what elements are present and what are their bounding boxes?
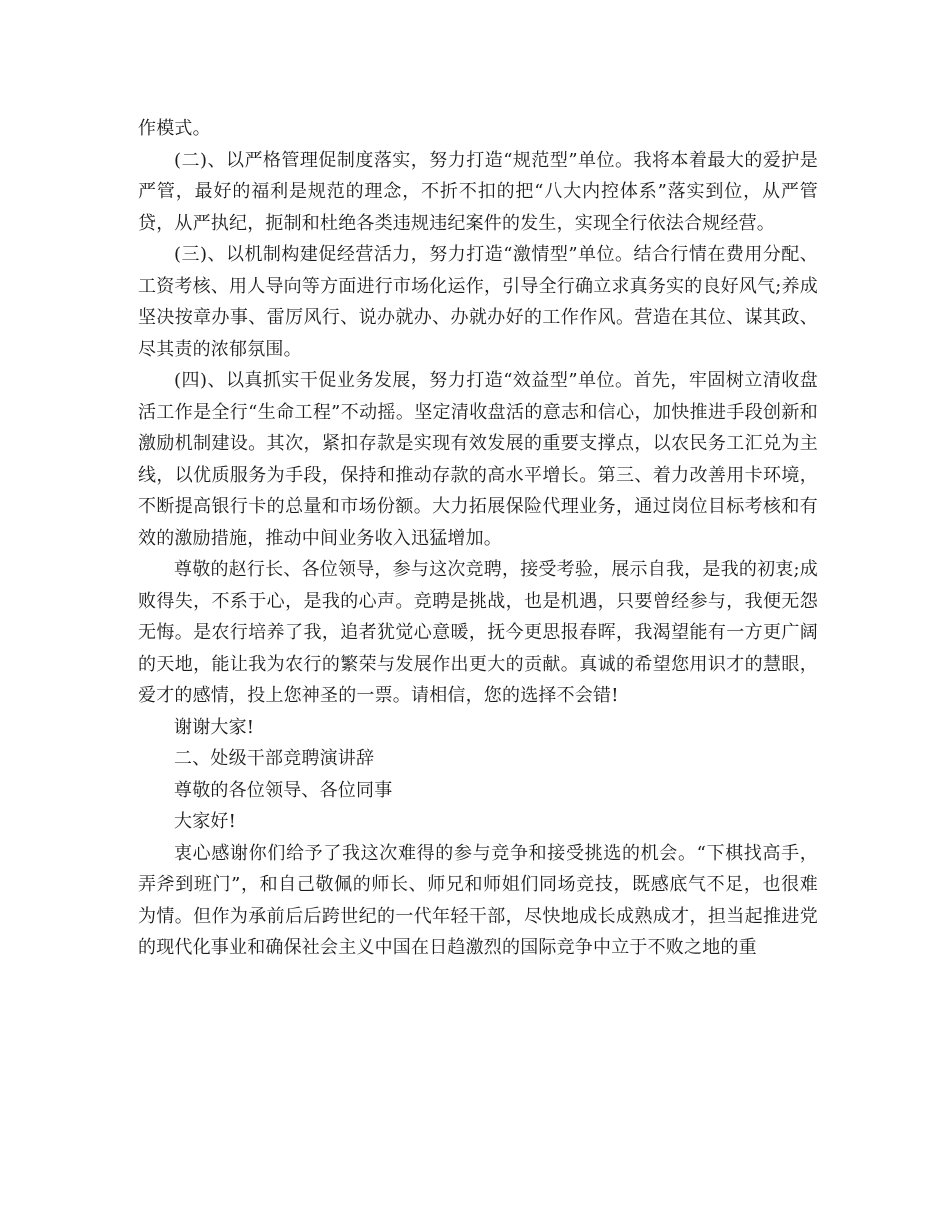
paragraph-thanks: 谢谢大家! [174,716,255,738]
paragraph-speech-intro: 衷心感谢你们给予了我这次难得的参与竞争和接受挑选的机会。“下棋找高手，弄斧到班门”，和自己敬佩的师长、师兄和师姐们同场竞技，既感底气不足，也很难为情。但作为承前后后跨世纪的一代年轻干部，尽快地成长成熟成才，担当起推进党的现代化事业和确保社会主义中国在日趋激烈的国际竞争中立于不败之地的重 [138,842,818,958]
paragraph-section-3: (三)、以机制构建促经营活力，努力打造“激情型”单位。结合行情在费用分配、工资考核、用人导向等方面进行市场化运作，引导全行确立求真务实的良好风气;养成坚决按章办事、雷厉风行、说办就办、办就办好的工作作风。营造在其位、谋其政、尽其责的浓郁氛围。 [138,244,818,360]
paragraph-section-4: (四)、以真抓实干促业务发展，努力打造“效益型”单位。首先，牢固树立清收盘活工作是全行“生命工程”不动摇。坚定清收盘活的意志和信心，加快推进手段创新和激励机制建设。其次，紧扣存款是实现有效发展的重要支撑点，以农民务工汇兑为主线，以优质服务为手段，保持和推动存款的高水平增长。第三、着力改善用卡环境，不断提高银行卡的总量和市场份额。大力拓展保险代理业务，通过岗位目标考核和有效的激励措施，推动中间业务收入迅猛增加。 [138,370,818,549]
paragraph-closing-appeal: 尊敬的赵行长、各位领导，参与这次竞聘，接受考验，展示自我，是我的初衷;成败得失，不系于心，是我的心声。竞聘是挑战，也是机遇，只要曾经参与，我便无怨无悔。是农行培养了我，追者犹觉心意暖，抚今更思报春晖，我渴望能有一方更广阔的天地，能让我为农行的繁荣与发展作出更大的贡献。真诚的希望您用识才的慧眼，爱才的感情，投上您神圣的一票。请相信，您的选择不会错! [138,559,818,706]
document-body [138,113,818,964]
section-heading: 二、处级干部竞聘演讲辞 [174,748,375,769]
salutation: 尊敬的各位领导、各位同事 [174,779,393,801]
paragraph-continuation: 作模式。 [138,118,211,139]
paragraph-section-2: (二)、以严格管理促制度落实，努力打造“规范型”单位。我将本着最大的爱护是严管，最好的福利是规范的理念，不折不扣的把“八大内控体系”落实到位，从严管贷，从严执纪，扼制和杜绝各类违规违纪案件的发生，实现全行依法合规经营。 [138,149,818,234]
greeting: 大家好! [174,811,237,832]
